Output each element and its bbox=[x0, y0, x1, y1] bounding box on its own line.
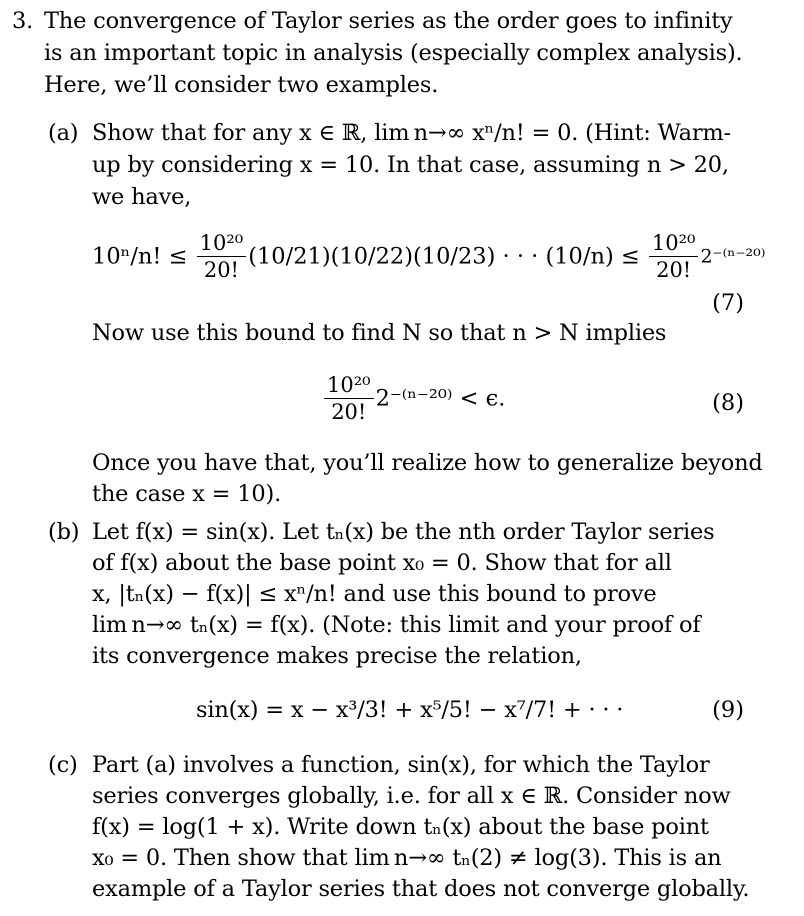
eq7-frac2-numerator: 10²⁰ bbox=[649, 230, 699, 257]
eq7-tail: 2⁻⁽ⁿ⁻²⁰⁾ bbox=[700, 245, 766, 268]
eq8-number: (8) bbox=[712, 390, 744, 416]
part-c-line-1: Part (a) involves a function, sin(x), for which the Taylor bbox=[92, 752, 710, 778]
part-a-closing-1 bbox=[92, 448, 763, 478]
part-c-line-4: x₀ = 0. Then show that lim n→∞ tₙ(2) ≠ log(3). This is an bbox=[92, 845, 722, 871]
part-a-line-after-7: Now use this bound to find N so that n > N implies bbox=[92, 320, 667, 346]
part-b-label: (b) bbox=[48, 519, 80, 545]
equation-8 bbox=[322, 372, 505, 425]
part-b-line-5: its convergence makes precise the relation, bbox=[92, 643, 582, 669]
intro-line-3: Here, we’ll consider two examples. bbox=[44, 72, 439, 98]
eq7-frac1-numerator: 10²⁰ bbox=[197, 230, 247, 257]
intro-line-2 bbox=[44, 38, 744, 68]
intro-line-1 bbox=[44, 6, 744, 36]
part-b-line-2: of f(x) about the base point x₀ = 0. Show that for all bbox=[92, 550, 672, 576]
part-a-line-2: up by considering x = 10. In that case, assuming n > 20, bbox=[92, 152, 729, 178]
intro-text-1: The convergence of Taylor series as the order goes to infinity bbox=[44, 8, 733, 34]
problem-number: 3. bbox=[12, 8, 34, 34]
eq7-fraction-1 bbox=[197, 230, 247, 283]
part-a-closing-2: the case x = 10). bbox=[92, 481, 282, 507]
part-c-label: (c) bbox=[48, 752, 78, 778]
eq7-middle: (10/21)(10/22)(10/23) · · · (10/n) ≤ bbox=[248, 243, 640, 270]
eq7-number: (7) bbox=[712, 290, 744, 316]
eq7-frac1-denominator: 20! bbox=[203, 258, 239, 282]
part-c-line-5: example of a Taylor series that does not converge globally. bbox=[92, 876, 750, 902]
eq7-fraction-2 bbox=[649, 230, 699, 283]
part-c-line-2: series converges globally, i.e. for all x ∈ ℝ. Consider now bbox=[92, 783, 731, 809]
eq8-frac-numerator: 10²⁰ bbox=[324, 372, 374, 399]
eq7-lhs: 10ⁿ/n! ≤ bbox=[92, 243, 188, 270]
part-a-label: (a) bbox=[48, 120, 79, 146]
part-a-closing-text-1: Once you have that, you’ll realize how to generalize beyond bbox=[92, 450, 763, 476]
equation-7 bbox=[92, 230, 765, 283]
eq8-tail: 2⁻⁽ⁿ⁻²⁰⁾ < ϵ. bbox=[375, 385, 506, 412]
eq8-frac-denominator: 20! bbox=[331, 400, 367, 424]
part-c-line-3: f(x) = log(1 + x). Write down tₙ(x) about the base point bbox=[92, 814, 709, 840]
part-b-line-4: lim n→∞ tₙ(x) = f(x). (Note: this limit and your proof of bbox=[92, 612, 701, 638]
part-b-line-3: x, |tₙ(x) − f(x)| ≤ xⁿ/n! and use this bound to prove bbox=[92, 581, 657, 607]
part-b-line-1: Let f(x) = sin(x). Let tₙ(x) be the nth order Taylor series bbox=[92, 519, 715, 545]
part-a-line-1: Show that for any x ∈ ℝ, lim n→∞ xⁿ/n! = 0. (Hint: Warm- bbox=[92, 120, 731, 146]
eq9-number: (9) bbox=[712, 697, 744, 723]
part-a-line-3: we have, bbox=[92, 184, 192, 210]
intro-text-2: is an important topic in analysis (especially complex analysis). bbox=[44, 40, 743, 66]
eq8-fraction bbox=[324, 372, 374, 425]
eq7-frac2-denominator: 20! bbox=[656, 258, 692, 282]
equation-9: sin(x) = x − x³/3! + x⁵/5! − x⁷/7! + · · · bbox=[196, 697, 624, 723]
